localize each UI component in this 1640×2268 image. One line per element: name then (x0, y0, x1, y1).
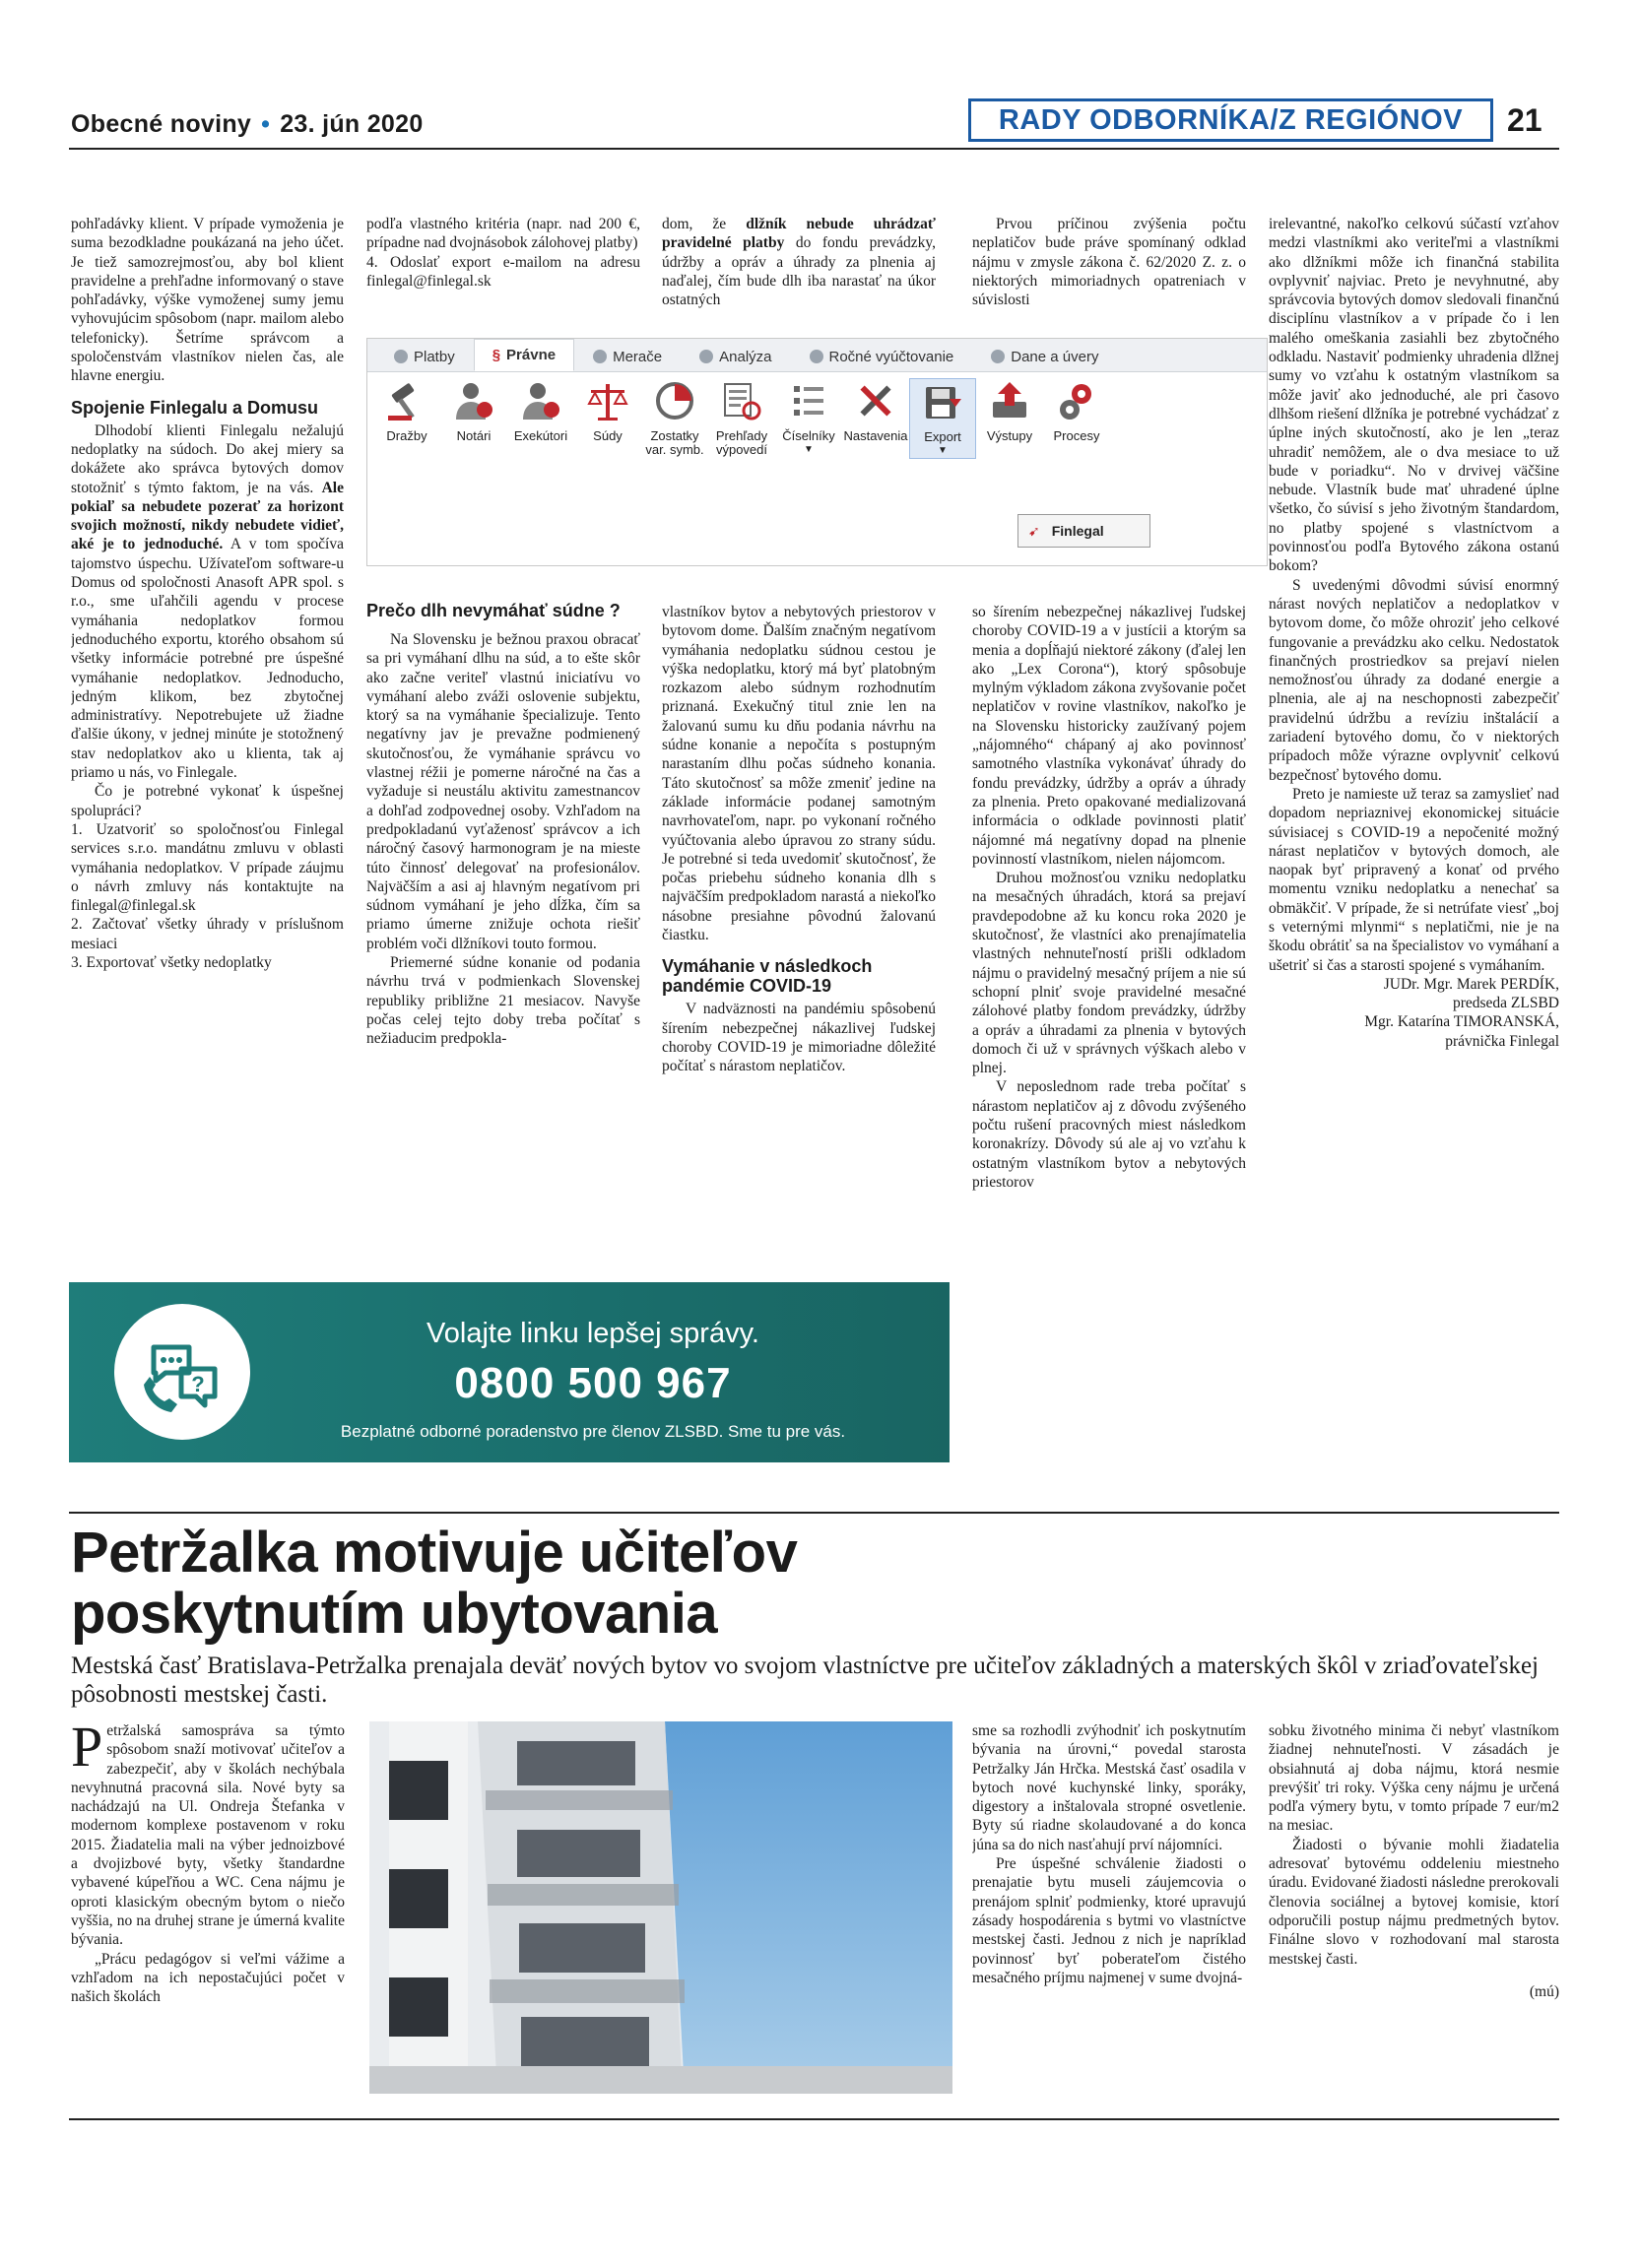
text-span: do fondu prevádzky, údržby a opráv a úhrady za plnenia aj naďalej, čím bude dlh iba narastať na úkor ostatných (662, 234, 936, 309)
paragraph (71, 1721, 345, 1950)
article1-column-3 (662, 603, 936, 1282)
article1-column-2 (366, 601, 640, 1280)
tool-label: Prehľady výpovedí (715, 428, 768, 457)
banner-headline: Volajte linku lepšej správy. (426, 1318, 759, 1349)
tab-label: Ročné vyúčtovanie (828, 348, 954, 365)
building-image (369, 1721, 952, 2094)
paragraph: sobku životného minima či nebyť vlastníkom žiadnej nehnuteľnosti. V zásadách je obsiahnutá aj doba nájmu, ktorá nesmie prevýšiť tri roky. Výška ceny nájmu je určená podľa výmery bytu, v tomto prípade 7 eur/m2 na mesiac. (1269, 1722, 1559, 1835)
author-initials: (mú) (1529, 1982, 1559, 2000)
paragraph: Preto je namieste už teraz sa zamyslieť nad dopadom nepriaznivej ekonomickej situácie súvisiacej s COVID-19 a nepočenité možný nárast neplatičov v bytových domoch, ale naopak byť pripravený a konať od prvého momentu vzniku nedoplatku a nenechať sa obmäkčiť. V prípade, že si netrúfate viesť „boj s veternými mlynmi“ s neplatičmi, nie je na škodu obrátiť sa na špecialistov vo vymáhaní a ušetriť si čas a starosti spojené s vymáhaním. (1269, 785, 1559, 974)
text-span: A v tom spočíva tajomstvo úspechu. Užívateľom software-u Domus od spoločnosti Anasoft APR spol. s r.o., sme uľahčili agendu v procese vymáhania nedoplatkov formou jednoduchého exportu, ktorého obsahom sú všetky informácie potrebné pre úspešné vymáhanie nedoplatkov. Jednoducho, jedným klikom, bez zbytočnej administratívy. Nepotrebujete už žiadne ďalšie úkony, v jednej minúte je stotožnený stav nedoplatkov ako u klienta, tak aj priamo u nás, vo Finlegale. (71, 536, 344, 782)
subheading-preco: Prečo dlh nevymáhať súdne ? (366, 601, 621, 620)
tool-label: Nastavenia (843, 428, 908, 443)
tab-icon (593, 350, 607, 363)
tab-bar (367, 339, 1267, 372)
paragraph: so šírením nebezpečnej nákazlivej ľudskej choroby COVID-19 a v justícii a ktorým sa menia a dopĺňajú niektoré zákony (ďalej len ako „Lex Corona“), ktorý spôsobuje mylným výkladom zákona zvyšovanie počet neplatičov v rovine vlastníkov, nakoľko je na Slovensku historicky zaužívaný pojem „nájomného“ chápaný aj ako povinnosť samotného vlastníka vykonávať úhrady do fondu prevádzky, údržby a opráv a úhrady za plnenia. Preto opakované medializovaná informácia o odklade povinnosti platiť nájomné má negatívny dopad na plnenie povinností vlastníkom, nielen nájomcom. (972, 604, 1246, 868)
author-signature: Mgr. Katarína TIMORANSKÁ, (1364, 1013, 1559, 1031)
paragraph: S uvedenými dôvodmi súvisí enormný nárast nových neplatičov a nedoplatkov v bytovom dome, čo môže ohroziť jeho celkové fungovanie a prevádzku ako celku. Nedostatok finančných prostriedkov sa prejaví nielen nemožnosťou úhrady za dodané energie a plnenia, ale aj na neschopnosti zabezpečiť pravidelnú údržbu a revíziu inštalácií a zariadení bytového domu, čo v niektorých prípadoch môže výrazne ovplyvniť celkovú bezpečnosť bytového domu. (1269, 576, 1559, 784)
software-screenshot (366, 338, 1268, 566)
upload-icon (987, 378, 1032, 423)
svg-text:?: ? (191, 1372, 205, 1396)
section-label: RADY ODBORNÍKA/Z REGIÓNOV (968, 98, 1493, 142)
gears-icon (1054, 378, 1099, 423)
paragraph: podľa vlastného kritéria (napr. nad 200 €, prípadne nad dvojnásobok zálohovej platby) (366, 216, 640, 252)
paragraph: Na Slovensku je bežnou praxou obracať sa pri vymáhaní dlhu na súd, a to ešte skôr ako začne veriteľ vlastnú iniciatívu vo vymáhaní alebo zváži oslovenie subjektu, ktorý sa na vymáhanie špecializuje. Tento negatívny jav je prevažne podmienený skutočnosťou, že vymáhanie správcu vo vlastnej réžii je pomerne náročné na čas a vyžaduje si neustálu aktivitu zamestnancov a dohľad zodpovednej osoby. Vzhľadom na predpokladanú vyťaženosť správcov a ich náročný časový harmonogram je na mieste túto činnosť delegovať na profesionálov. Najväčším a asi aj hlavným negatívom pri súdnom vymáhaní je jeho dĺžka, čím sa priamo úmerne znižuje ochota riešiť problém voči dlžníkovi touto formou. (366, 631, 640, 952)
paragraph: irelevantné, nakoľko celkovú súčastí vzťahov medzi vlastníkmi ako veriteľmi a vlastníkmi ako dlžníkmi môže ich finančná stabilita ovplyvniť najviac. Preto je nevyhnutné, aby správcovia bytových domov sledovali finančnú disciplínu vlastníkov a v prípade čo i len malého omeškania zasiahli bez zbytočného odkladu. Nastaviť podmienky uhradenia dlžnej sumy vo vzťahu k ostatným vlastníkom sa môže javiť ako jednoduché, ale pri časovo dlhšom riešení dlžníka je potrebné vychádzať z úplne iných skutočností, ako je len „teraz uhradiť nemôžem, ale o dva mesiace to už bude v poriadku“. No v drvivej väčšine nebude. Vlastník bude mať uhradené úplne všetko, čo súvisí s jeho životným štandardom, no platby spojené s vlastníctvom a povinnosťou podľa Bytového zákona ostanú bokom? (1269, 216, 1559, 575)
tool-notari[interactable] (440, 378, 507, 459)
tool-zostatky[interactable] (641, 378, 708, 459)
paragraph: vlastníkov bytov a nebytových priestorov v bytovom dome. Ďalším značným negatívom vymáhania nedoplatku súdnou cestou je výška nedoplatku, ktorý má byť platobným rozkazom alebo súdnym rozhodnutím priznaná. Exekučný titul znie len na žalovanú sumu ku dňu podania návrhu na súdne konanie a nepočíta s postupným narastaním dlhu počas súdneho konania. Táto skutočnosť sa môže zmeniť jedine na základe informácie podanej samotným navrhovateľom, napr. po vykonaní ročného vyúčtovania alebo úpravou zo strany súdu. Je potrebné si teda uvedomiť skutočnosť, že počas priebehu súdneho konania dlh s najväčším predpokladom narastá a niekoľko násobne presiahne pôvodnú žalovanú čiastku. (662, 604, 936, 944)
report-icon (719, 378, 764, 423)
bold-span: Ale pokiaľ sa nebudete pozerať za horizont svojich možností, nikdy nebudete vidieť, aké je to jednoduché. (71, 479, 344, 553)
tool-label: Dražby (386, 428, 427, 443)
text-span: etržalská samospráva sa týmto spôsobom snaží motivovať učiteľov a zabezpečiť, aby v školách nechýbala nevyhnutná pracovná sila. Nové byty sa nachádzajú na Ul. Ondreja Štefanka v modernom komplexe postavenom v roku 2015. Žiadatelia mali na výber jednoizbové a dvojizbové byty, všetky štandardne vybavené kúpeľňou a WC. Cena nájmu je oproti klasickým obecným bytom o niečo vyššia, no na druhej strane je úmerná kvalite bývania. (71, 1722, 345, 1949)
tool-label: Zostatky var. symb. (645, 428, 704, 457)
tool-export[interactable] (909, 378, 976, 459)
tool-label: Procesy (1053, 428, 1100, 443)
tool-label: Výstupy (986, 428, 1033, 443)
title-line: poskytnutím ubytovania (71, 1582, 718, 1646)
tool-label: Exekútori (513, 428, 568, 443)
title-line: Petržalka motivuje učiteľov (71, 1521, 798, 1585)
issue-date: 23. jún 2020 (280, 110, 424, 138)
paragraph: „Prácu pedagógov si veľmi vážime a vzhľadom na ich nepostačujúci počet v našich školách (71, 1950, 345, 2006)
toolbar (367, 372, 1267, 459)
gavel-icon (384, 378, 429, 423)
tool-label: Notári (456, 428, 492, 443)
tool-label: Súdy (593, 428, 623, 443)
tab-platby[interactable] (375, 342, 474, 371)
text-span: Dlhodobí klienti Finlegalu nežalujú nedoplatky na súdoch. Do akej miery sa dokážete ako správca bytových domov stotožniť s týmto faktom, je na vás. (71, 421, 344, 496)
author-signature: JUDr. Mgr. Marek PERDÍK, (1383, 975, 1559, 993)
tool-drazby[interactable] (373, 378, 440, 459)
page-header (71, 110, 424, 139)
menu-label: Finlegal (1051, 523, 1104, 539)
paragraph: sme sa rozhodli zvýhodniť ich poskytnutím bývania na úrovni,“ povedal starosta Petržalky Ján Hrčka. Mestská časť osadila v bytoch nové kuchynské linky, sporáky, digestory a inštalovala stropné osvetlenie. Byty sú riadne skolaudované a do konca júna sa do nich nasťahují prví nájomníci. (972, 1722, 1246, 1853)
tab-label: Platby (414, 348, 455, 365)
paragraph: 2. Začtovať všetky úhrady v príslušnom mesiaci (71, 916, 344, 952)
paragraph: Čo je potrebné vykonať k úspešnej spolupráci? (71, 783, 344, 819)
page-number: 21 (1507, 102, 1542, 138)
tab-icon (394, 350, 408, 363)
tool-ciselniky[interactable] (775, 378, 842, 459)
article1-column-1 (71, 215, 344, 1278)
paragraph-icon: § (492, 347, 501, 363)
text-span: dom, že (662, 216, 747, 232)
tab-pravne[interactable] (474, 339, 574, 371)
paragraph (71, 421, 344, 783)
article2-column-3 (1269, 1721, 1559, 2110)
scales-icon (585, 378, 630, 423)
wrench-icon (853, 378, 898, 423)
finlegal-logo-icon: ➹ (1028, 522, 1040, 539)
subheading-vymahanie: Vymáhanie v následkoch pandémie COVID-19 (662, 956, 873, 997)
tab-icon (991, 350, 1005, 363)
header-divider (69, 148, 1559, 150)
bold-span: dlžník nebude uhrádzať pravidelné platby (662, 216, 936, 252)
header-bullet: • (261, 110, 271, 138)
list-icon (786, 378, 831, 423)
tool-vystupy[interactable] (976, 378, 1043, 459)
paragraph: pohľadávky klient. V prípade vymoženia je suma bezodkladne poukázaná na jeho účet. Je tiež samozrejmosťou, aby bol klient pravidelne a prehľadne informovaný o stave pohľadávky, výške vymoženej sumy jemu vyhovujúcim spôsobom (napr. mailom alebo telefonicky). Šetríme správcom a spoločenstvám vlastníkov nielen čas, ale hlavne energiu. (71, 216, 344, 385)
paper-name: Obecné noviny (71, 110, 252, 138)
dropdown-arrow-icon: ▼ (804, 444, 814, 455)
tool-label: Číselníky (782, 428, 835, 443)
article-divider (69, 1512, 1559, 1514)
article1-column-4 (972, 603, 1246, 1469)
article1-column-3-top (662, 215, 936, 333)
article1-column-5 (1269, 215, 1559, 1495)
article1-column-4-top (972, 215, 1246, 333)
tool-procesy[interactable] (1043, 378, 1110, 459)
subheading-finlegal: Spojenie Finlegalu a Domusu (71, 397, 319, 418)
hotline-banner (69, 1282, 950, 1462)
paragraph: Druhou možnosťou vzniku nedoplatku na mesačných úhradách, ktorá sa prejaví pravdepodobne až ku koncu roka 2020 je skutočnosť, že vlastníci ako prenajímatelia vlastných nehnuteľností prišli odkladom nájmu o pravidelný mesačný príjem a nie sú schopní plniť svoje pravidelné mesačné zálohové platby fondom prevádzky, údržby a opráv a úhradami za plnenia v bytových domoch či už v správnych výškach alebo v plnej. (972, 870, 1246, 1077)
export-menu-item-finlegal[interactable] (1017, 514, 1150, 548)
hotline-number: 0800 500 967 (454, 1359, 732, 1407)
floppy-export-icon (920, 379, 965, 424)
tab-merace[interactable] (574, 342, 681, 371)
paragraph: Pre úspešné schválenie žiadosti o prenajatie bytu museli záujemcovia o prenájom splniť podmienky, ktoré upravujú zásady hospodárenia s bytmi vo vlastníctve mestskej časti. Jednou z nich je napríklad povinnosť byť poberateľom čistého mesačného príjmu najmenej v sume dvojná- (972, 1855, 1246, 1986)
author-role: právnička Finlegal (1445, 1032, 1559, 1050)
banner-subline: Bezplatné odborné poradenstvo pre členov ZLSBD. Sme tu pre vás. (340, 1422, 846, 1441)
tab-label: Dane a úvery (1011, 348, 1099, 365)
paragraph: V neposlednom rade treba počítať s nárastom neplatičov aj z dôvodu zvýšeného počtu rušení pracovných miest následkom koronakrízy. Dôvody sú ale aj vo vzťahu k ostatným vlastníkom bytov a nebytových priestorov (972, 1078, 1246, 1191)
person-icon (451, 378, 496, 423)
tab-icon (810, 350, 823, 363)
tab-analyza[interactable] (681, 342, 790, 371)
tab-dane-a-uvery[interactable] (972, 342, 1117, 371)
article2-lead: Mestská časť Bratislava-Petržalka prenajala deväť nových bytov vo svojom vlastníctve pre učiteľov základných a materských škôl v zriaďovateľskej pôsobnosti mestskej časti. (71, 1652, 1539, 1708)
paragraph (662, 215, 936, 309)
paragraph: 4. Odoslať export e-mailom na adresu finlegal@finlegal.sk (366, 253, 640, 290)
paragraph: Prvou príčinou zvýšenia počtu neplatičov bude práve spomínaný odklad nájmu v zmysle zákona č. 62/2020 Z. z. o niektorých mimoriadnych opatreniach v súvislosti (972, 216, 1246, 309)
tab-label: Analýza (719, 348, 772, 365)
paragraph: V nadväznosti na pandémiu spôsobenú šírením nebezpečnej nákazlivej ľudskej choroby COVID-19 je mimoriadne dôležité počítať s nárastom neplatičov. (662, 1001, 936, 1075)
article1-column-2-top (366, 215, 640, 333)
tool-prehlady[interactable] (708, 378, 775, 459)
tool-label: Export (924, 429, 961, 444)
article2-column-2 (972, 1721, 1246, 2110)
article2-column-1 (71, 1721, 345, 2110)
tool-sudy[interactable] (574, 378, 641, 459)
tab-label: Merače (613, 348, 663, 365)
balance-icon (652, 378, 697, 423)
paragraph: Priemerné súdne konanie od podania návrhu trvá v podmienkach Slovenskej republiky približne 21 mesiacov. Navyše počas celej tejto doby treba počítať s nežiaducim predpokla- (366, 954, 640, 1048)
tab-icon (699, 350, 713, 363)
apartment-building-photo (369, 1721, 952, 2094)
tool-exekutori[interactable] (507, 378, 574, 459)
author-role: predseda ZLSBD (1452, 995, 1559, 1012)
article2-title (71, 1523, 797, 1645)
tool-nastavenia[interactable] (842, 378, 909, 459)
dropcap: P (71, 1721, 103, 1779)
tab-label: Právne (506, 347, 557, 363)
bottom-divider (69, 2118, 1559, 2120)
paragraph: 3. Exportovať všetky nedoplatky (71, 953, 272, 971)
paragraph: 1. Uzatvoriť so spoločnosťou Finlegal services s.r.o. mandátnu zmluvu v oblasti vymáhania nedoplatkov. V prípade záujmu o návrh zmluvy nás kontaktujte na finlegal@finlegal.sk (71, 820, 344, 915)
person-icon (518, 378, 563, 423)
paragraph: Žiadosti o bývanie mohli žiadatelia adresovať bytovému oddeleniu miestneho úradu. Evidované žiadosti následne prerokovali členovia sociálnej a bytovej komisie, ktorí odporučili postup nájmu predmetných bytov. Finálne slovo v rozhodovaní mal starosta mestskej časti. (1269, 1836, 1559, 1968)
dropdown-arrow-icon: ▼ (938, 445, 948, 456)
tab-rocne-vyuctovanie[interactable] (791, 342, 973, 371)
